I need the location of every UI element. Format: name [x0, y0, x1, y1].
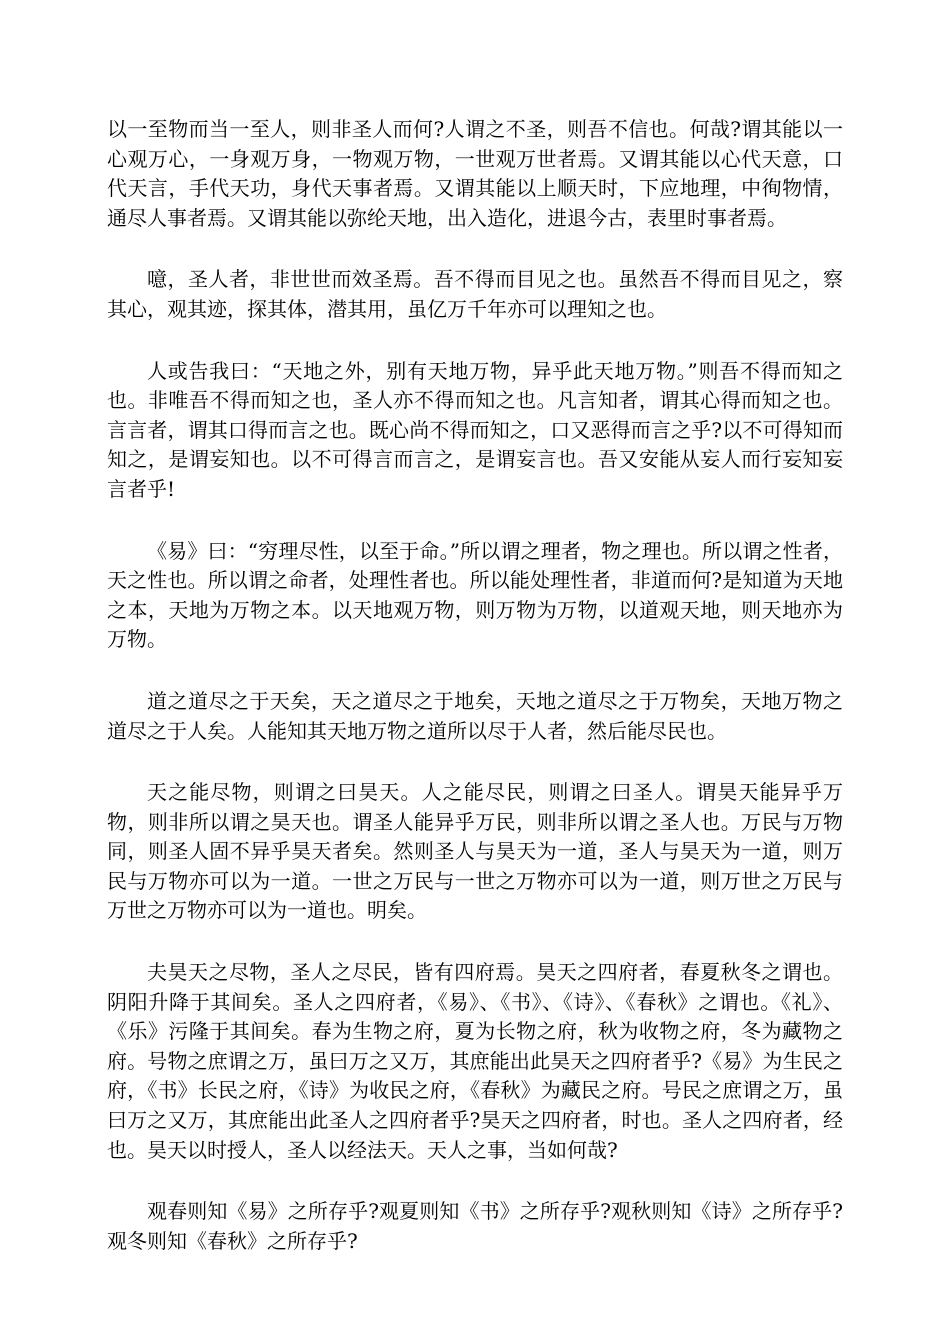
paragraph-7: 夫昊天之尽物，圣人之尽民，皆有四府焉。昊天之四府者，春夏秋冬之谓也。阴阳升降于其间矣。圣人之四府者，《易》、《书》、《诗》、《春秋》之谓也。《礼》、《乐》污隆于其间矣。春为生物之府，夏为长物之府，秋为收物之府，冬为藏物之府。号物之庶谓之万，虽曰万之又万，其庶能出此昊天之四府者乎?《易》为生民之府，《书》长民之府，《诗》为收民之府，《春秋》为藏民之府。号民之庶谓之万，虽曰万之又万，其庶能出此圣人之四府者乎?昊天之四府者，时也。圣人之四府者，经也。昊天以时授人，圣人以经法天。天人之事，当如何哉? — [107, 960, 843, 1162]
paragraph-2: 噫，圣人者，非世世而效圣焉。吾不得而目见之也。虽然吾不得而目见之，察其心，观其迹，探其体，潜其用，虽亿万千年亦可以理知之也。 — [107, 267, 843, 321]
paragraph-3: 人或告我曰：“天地之外，别有天地万物，异乎此天地万物。”则吾不得而知之也。非唯吾不得而知之也，圣人亦不得而知之也。凡言知者，谓其心得而知之也。言言者，谓其口得而言之也。既心尚不得而知之，口又恶得而言之乎?以不可得知而知之，是谓妄知也。以不可得言而言之，是谓妄言也。吾又安能从妄人而行妄知妄言者乎! — [107, 358, 843, 501]
paragraph-4: 《易》曰：“穷理尽性，以至于命。”所以谓之理者，物之理也。所以谓之性者，天之性也。所以谓之命者，处理性者也。所以能处理性者，非道而何?是知道为天地之本，天地为万物之本。以天地观万物，则万物为万物，以道观天地，则天地亦为万物。 — [107, 538, 843, 652]
document-body — [107, 115, 843, 1288]
paragraph-5: 道之道尽之于天矣，天之道尽之于地矣，天地之道尽之于万物矣，天地万物之道尽之于人矣。人能知其天地万物之道所以尽于人者，然后能尽民也。 — [107, 688, 843, 743]
paragraph-8: 观春则知《易》之所存乎?观夏则知《书》之所存乎?观秋则知《诗》之所存乎?观冬则知《春秋》之所存乎? — [107, 1199, 843, 1253]
paragraph-1: 以一至物而当一至人，则非圣人而何?人谓之不圣，则吾不信也。何哉?谓其能以一心观万心，一身观万身，一物观万物，一世观万世者焉。又谓其能以心代天意，口代天言，手代天功，身代天事者焉。又谓其能以上顺天时，下应地理，中徇物情，通尽人事者焉。又谓其能以弥纶天地，出入造化，进退今古，表里时事者焉。 — [107, 117, 843, 230]
paragraph-6: 天之能尽物，则谓之曰昊天。人之能尽民，则谓之曰圣人。谓昊天能异乎万物，则非所以谓之昊天也。谓圣人能异乎万民，则非所以谓之圣人也。万民与万物同，则圣人固不异乎昊天者矣。然则圣人与昊天为一道，圣人与昊天为一道，则万民与万物亦可以为一道。一世之万民与一世之万物亦可以为一道，则万世之万民与万世之万物亦可以为一道也。明矣。 — [107, 780, 843, 923]
